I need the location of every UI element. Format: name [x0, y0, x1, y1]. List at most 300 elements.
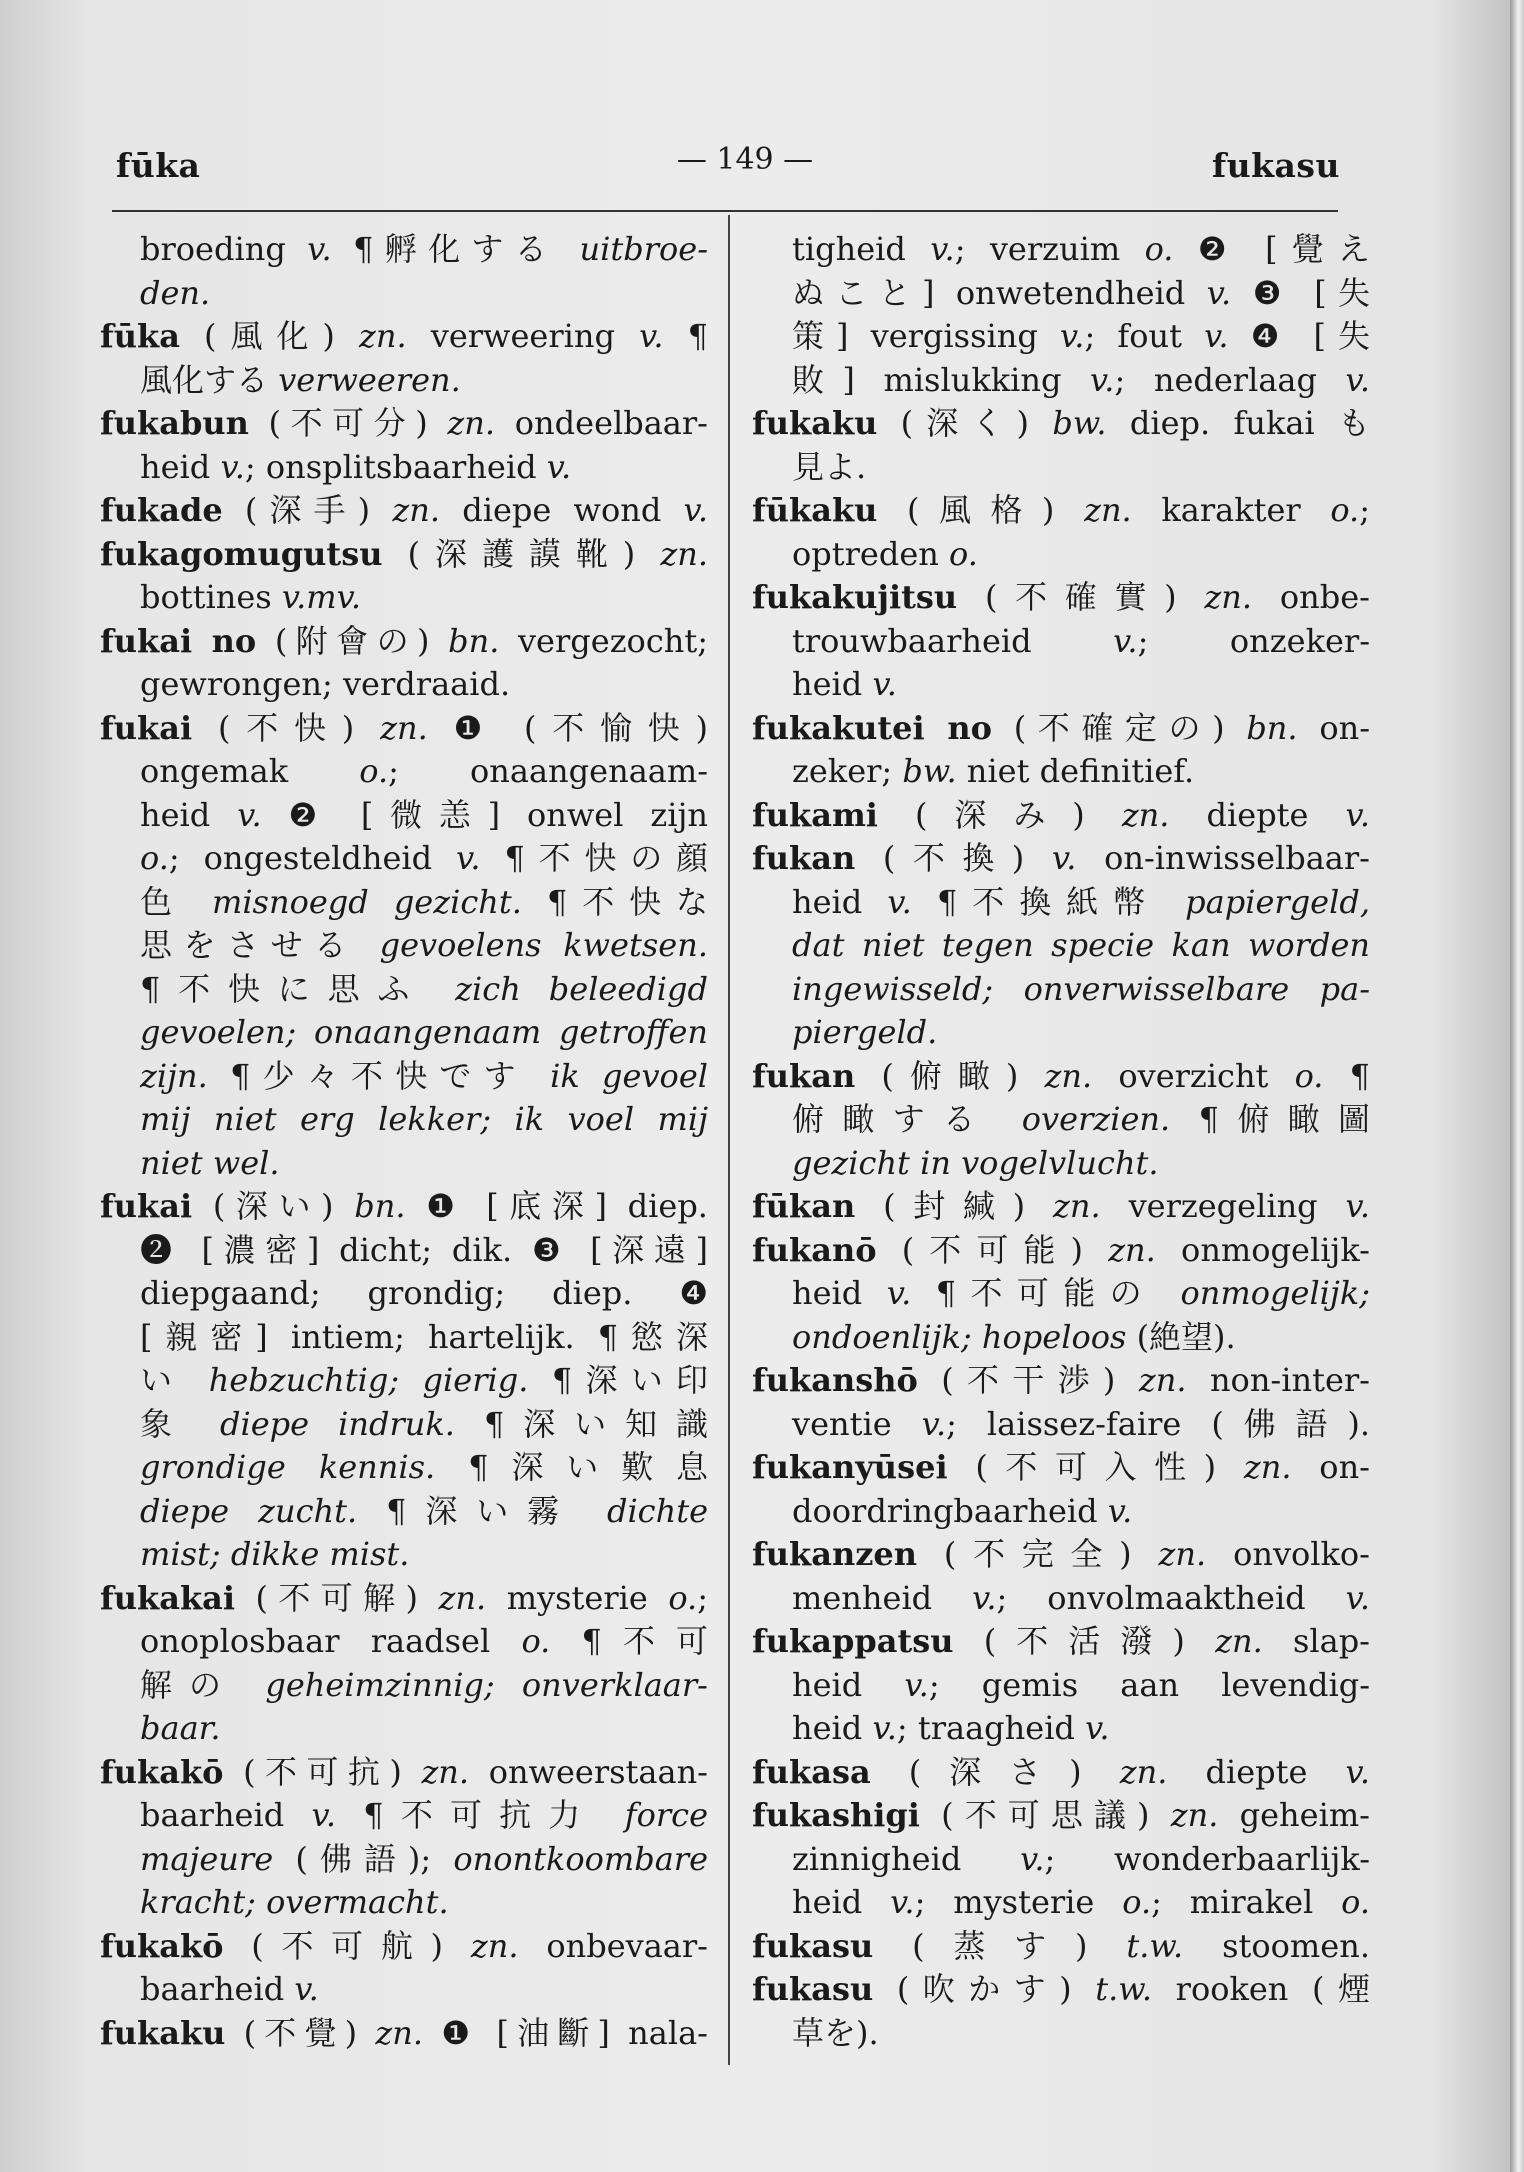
italic-text: zn.: [438, 1578, 487, 1617]
entry-line: [752, 837, 1370, 881]
headword: fukan: [752, 1056, 856, 1095]
italic-text: v.: [1345, 1578, 1370, 1617]
italic-text: v.: [1204, 317, 1229, 355]
italic-text: v.: [639, 317, 664, 355]
italic-text: dichte: [606, 1491, 708, 1530]
entry-text: onbe-: [1252, 578, 1370, 616]
left-column: [100, 228, 708, 2055]
italic-text: o.: [521, 1622, 551, 1660]
entry-line: [100, 1229, 708, 1273]
italic-text: o.: [949, 534, 978, 573]
entry-line: [100, 1272, 708, 1316]
entry-text: ¶: [1323, 1056, 1370, 1095]
italic-text: zn.: [1053, 1187, 1101, 1225]
entry-line: [100, 315, 708, 359]
entry-text: (深く): [877, 404, 1053, 442]
entry-text: (俯瞰): [855, 1056, 1045, 1095]
entry-text: on-: [1291, 1448, 1370, 1486]
entry-text: ❷ [濃密] dicht; dik. ❸ [深遠]: [140, 1230, 708, 1269]
entry-text: onoplosbaar raadsel: [140, 1622, 522, 1660]
italic-text: v.: [456, 839, 481, 877]
entry-text: broeding: [140, 230, 308, 268]
entry-line: [100, 1751, 708, 1795]
italic-text: zn.: [375, 2013, 424, 2052]
headword: fukasa: [752, 1752, 871, 1791]
entry-text: (不可分): [248, 404, 448, 442]
entry-line: [752, 2012, 1370, 2056]
entry-text: ¶不可: [550, 1622, 708, 1660]
italic-text: v.: [1085, 1709, 1110, 1747]
italic-text: zn.: [470, 1926, 519, 1965]
entry-line: [100, 707, 708, 751]
entry-text: ; onsplitsbaarheid: [244, 447, 547, 486]
page-header: [110, 140, 1340, 200]
entry-text: 敗] mislukking: [792, 360, 1091, 399]
entry-line: [752, 881, 1370, 925]
entry-line: [752, 315, 1370, 359]
italic-text: gevoelens kwetsen.: [379, 926, 708, 964]
entry-line: [100, 837, 708, 881]
entry-text: (深み): [877, 795, 1122, 834]
entry-text: ❷ [微恙] onwel zijn: [261, 795, 708, 834]
entry-line: [752, 1968, 1370, 2012]
entry-text: ongemak: [140, 752, 360, 790]
italic-text: zn.: [1243, 1448, 1292, 1486]
headword: fukan: [752, 839, 856, 877]
entry-line: [752, 1664, 1370, 1708]
italic-text: onontkoombare: [453, 1839, 708, 1878]
italic-text: o.: [1144, 230, 1174, 268]
column-divider: [728, 215, 730, 2065]
italic-text: ingewisseld; onverwisselbare pa-: [792, 969, 1370, 1008]
entry-text: (不可抗): [223, 1752, 422, 1791]
italic-text: kracht; overmacht.: [140, 1883, 449, 1921]
entry-text: overzicht: [1092, 1056, 1295, 1095]
entry-text: ; wonderbaarlijk-: [1044, 1839, 1370, 1878]
entry-text: rooken (煙: [1152, 1970, 1370, 2008]
entry-text: (不確定の): [992, 708, 1247, 747]
entry-line: [752, 968, 1370, 1012]
italic-text: v.: [220, 447, 245, 486]
headword: fukakujitsu: [752, 578, 958, 616]
entry-text: bottines: [140, 578, 282, 616]
entry-line: [752, 663, 1370, 707]
entry-text: 俯瞰する: [792, 1100, 1022, 1138]
headword: fūkaku: [752, 491, 878, 529]
entry-line: [752, 707, 1370, 751]
italic-text: v.: [872, 665, 897, 703]
entry-text: ¶深い歎息: [435, 1448, 708, 1486]
entry-line: [100, 1316, 708, 1360]
entry-line: [752, 446, 1370, 490]
headword: fukanyūsei: [752, 1448, 948, 1486]
header-left-guideword: fūka: [116, 146, 201, 185]
entry-text: ; mirakel: [1151, 1883, 1342, 1921]
italic-text: zn.: [380, 708, 428, 747]
entry-text: onvolko-: [1206, 1535, 1370, 1573]
italic-text: ondoenlijk; hopeloos: [792, 1317, 1127, 1356]
entry-text: (不活潑): [953, 1622, 1216, 1660]
entry-text: ¶孵化する: [331, 230, 580, 268]
italic-text: v.: [904, 1665, 929, 1704]
italic-text: diepe zucht.: [140, 1491, 358, 1530]
entry-text: [親密] intiem; hartelijk. ¶慾深: [140, 1317, 708, 1356]
entry-text: (不確實): [957, 578, 1205, 616]
italic-text: o.: [1122, 1883, 1152, 1921]
entry-line: [752, 620, 1370, 664]
entry-line: [100, 2012, 708, 2056]
entry-line: [752, 1620, 1370, 1664]
italic-text: niet wel.: [140, 1143, 280, 1182]
entry-line: [100, 272, 708, 316]
entry-line: [100, 1185, 708, 1229]
italic-text: o.: [668, 1578, 698, 1617]
header-right-guideword: fukasu: [1211, 146, 1340, 185]
entry-line: [752, 1707, 1370, 1751]
entry-line: [100, 228, 708, 272]
entry-text: ¶深い霧: [357, 1491, 607, 1530]
entry-line: [752, 272, 1370, 316]
italic-text: majeure: [140, 1839, 274, 1878]
entry-line: [752, 1490, 1370, 1534]
entry-line: [100, 1794, 708, 1838]
italic-text: o.: [359, 752, 389, 790]
italic-text: zn.: [1138, 1361, 1187, 1399]
entry-line: [100, 1359, 708, 1403]
italic-text: bn.: [1246, 708, 1298, 747]
entry-line: [100, 1055, 708, 1099]
entry-line: [100, 1620, 708, 1664]
italic-text: v.: [872, 1709, 897, 1747]
italic-text: zich beleedigd: [455, 969, 708, 1008]
entry-line: [100, 533, 708, 577]
entry-text: (不快): [192, 708, 381, 747]
entry-line: [100, 924, 708, 968]
headword: fukaku: [100, 2013, 226, 2052]
italic-text: v.: [972, 1578, 997, 1617]
italic-text: v.: [1345, 1752, 1370, 1791]
entry-text: ; gemis aan levendig-: [928, 1665, 1370, 1704]
italic-text: t.w.: [1095, 1970, 1153, 2008]
entry-text: onweerstaan-: [469, 1752, 708, 1791]
entry-text: slap-: [1262, 1622, 1370, 1660]
entry-line: [100, 1011, 708, 1055]
italic-text: dat niet tegen specie kan worden: [792, 926, 1370, 964]
italic-text: hebzuchtig; gierig.: [208, 1361, 529, 1399]
entry-text: diep. fukai も: [1106, 404, 1370, 442]
entry-text: (吹かす): [873, 1970, 1096, 2008]
headword: fukakō: [100, 1752, 224, 1791]
entry-text: ; mysterie: [914, 1883, 1123, 1921]
italic-text: o.: [1294, 1056, 1324, 1095]
entry-line: [100, 1664, 708, 1708]
entry-line: [752, 1838, 1370, 1882]
entry-text: tigheid: [792, 230, 931, 268]
entry-line: [100, 1968, 708, 2012]
entry-text: heid: [792, 1274, 887, 1312]
headword: fukasu: [752, 1926, 874, 1965]
entry-text: (封緘): [855, 1187, 1054, 1225]
italic-text: v.: [1020, 1839, 1045, 1878]
entry-text: (不可航): [223, 1926, 471, 1965]
entry-line: [752, 1359, 1370, 1403]
entry-text: ¶不快に思ふ: [140, 969, 456, 1008]
entry-text: ¶不快の顔: [480, 839, 708, 877]
italic-text: mist; dikke mist.: [140, 1535, 410, 1573]
italic-text: v.: [311, 1796, 336, 1834]
entry-line: [752, 1403, 1370, 1447]
italic-text: o.: [1341, 1883, 1370, 1921]
entry-text: ; fout: [1084, 317, 1205, 355]
entry-text: (深護謨靴): [382, 534, 661, 573]
entry-line: [100, 1838, 708, 1882]
entry-text: on-: [1297, 708, 1370, 747]
entry-line: [100, 620, 708, 664]
headword: fukanshō: [752, 1361, 918, 1399]
italic-text: zn.: [1119, 1752, 1168, 1791]
italic-text: zn.: [447, 404, 496, 442]
entry-line: [100, 359, 708, 403]
italic-text: zn.: [358, 317, 407, 355]
headword: fukanzen: [752, 1535, 917, 1573]
headword: fukakai: [100, 1578, 235, 1617]
italic-text: v.: [1345, 795, 1370, 834]
italic-text: grondige kennis.: [140, 1448, 436, 1486]
italic-text: v.: [307, 230, 332, 268]
italic-text: v.: [1345, 1187, 1370, 1225]
headword: fukami: [752, 795, 878, 834]
entry-text: ; onzeker-: [1137, 621, 1370, 660]
italic-text: v.: [921, 1404, 947, 1443]
italic-text: papiergeld,: [1185, 882, 1370, 921]
entry-line: [100, 1446, 708, 1490]
italic-text: onmogelijk;: [1180, 1274, 1370, 1312]
headword: fukashigi: [752, 1796, 920, 1834]
entry-text: heid: [792, 1665, 905, 1704]
italic-text: v.: [1107, 1491, 1133, 1530]
headword: fukasu: [752, 1970, 874, 2008]
entry-text: ventie: [792, 1404, 922, 1443]
entry-line: [752, 1316, 1370, 1360]
entry-text: (不干渉): [917, 1361, 1139, 1399]
entry-text: ¶不快な: [521, 882, 708, 921]
entry-text: (不可思議): [919, 1796, 1171, 1834]
entry-text: diepte: [1169, 795, 1346, 834]
italic-text: bn.: [448, 621, 500, 660]
entry-text: zeker;: [792, 752, 903, 790]
entry-line: [100, 1925, 708, 1969]
entry-line: [752, 489, 1370, 533]
italic-text: zn.: [1084, 491, 1132, 529]
headword: fukakutei no: [752, 708, 992, 747]
entry-text: ¶不可抗力: [335, 1796, 625, 1834]
entry-text: ; verzuim: [954, 230, 1145, 268]
entry-text: diepgaand; grondig; diep. ❹: [140, 1274, 708, 1312]
entry-text: geheim-: [1218, 1796, 1370, 1834]
italic-text: v.: [1059, 317, 1085, 355]
italic-text: v.: [930, 230, 955, 268]
entry-text: menheid: [792, 1578, 973, 1617]
headword: fūka: [100, 317, 180, 355]
entry-line: [752, 750, 1370, 794]
entry-line: [100, 1881, 708, 1925]
headword: fukanō: [752, 1230, 877, 1269]
entry-line: [100, 576, 708, 620]
entry-text: (風化): [179, 317, 359, 355]
entry-text: onmogelijk-: [1155, 1230, 1370, 1269]
entry-text: (不完全): [917, 1535, 1159, 1573]
entry-line: [100, 1707, 708, 1751]
entry-text: onbevaar-: [518, 1926, 708, 1965]
entry-text: ; traagheid: [896, 1709, 1086, 1747]
italic-text: v.mv.: [281, 578, 362, 616]
italic-text: zn.: [660, 534, 708, 573]
italic-text: zn.: [1170, 1796, 1219, 1834]
entry-text: ❷ [覺え: [1173, 230, 1370, 268]
italic-text: uitbroe-: [579, 230, 708, 268]
italic-text: misnoegd gezicht.: [211, 882, 522, 921]
entry-text: ;: [697, 1578, 708, 1617]
entry-text: on-inwisselbaar-: [1076, 839, 1370, 877]
entry-line: [100, 794, 708, 838]
italic-text: zn.: [1044, 1056, 1093, 1095]
italic-text: v.: [1051, 839, 1077, 877]
italic-text: geheimzinnig; onverklaar-: [265, 1665, 708, 1704]
entry-line: [100, 881, 708, 925]
italic-text: gezicht in vogelvlucht.: [792, 1143, 1159, 1182]
italic-text: zn.: [421, 1752, 470, 1791]
entry-text: heid: [792, 665, 873, 703]
italic-text: verweeren.: [278, 360, 461, 399]
entry-text: ❹ [失: [1228, 317, 1370, 355]
entry-text: 象: [140, 1404, 220, 1443]
entry-text: 風化する: [140, 360, 279, 399]
entry-text: heid: [792, 1709, 873, 1747]
italic-text: zn.: [1215, 1622, 1263, 1660]
entry-text: ¶俯瞰圖: [1170, 1100, 1370, 1138]
page-edge: [1510, 0, 1524, 2172]
headword: fūkan: [752, 1187, 856, 1225]
entry-line: [100, 1490, 708, 1534]
headword: fukakō: [100, 1926, 224, 1965]
entry-text: karakter: [1131, 491, 1331, 529]
entry-text: optreden: [792, 534, 950, 573]
italic-text: piergeld.: [792, 1013, 938, 1051]
entry-text: (深い): [192, 1187, 355, 1225]
entry-line: [100, 750, 708, 794]
header-rule: [112, 210, 1338, 212]
entry-text: 解の: [140, 1665, 266, 1704]
italic-text: v.: [1090, 360, 1115, 399]
entry-text: (附會の): [256, 621, 449, 660]
entry-text: ; ongesteldheid: [168, 839, 457, 877]
italic-text: zn.: [1121, 795, 1170, 834]
entry-line: [752, 794, 1370, 838]
headword: fukagomugutsu: [100, 534, 383, 573]
entry-line: [752, 1446, 1370, 1490]
headword: fukaku: [752, 404, 878, 442]
entry-line: [100, 489, 708, 533]
entry-line: [100, 1403, 708, 1447]
entry-text: ❶ (不愉快): [427, 708, 708, 747]
italic-text: zn.: [1108, 1230, 1156, 1269]
entry-text: heid: [140, 795, 238, 834]
italic-text: bw.: [1052, 404, 1107, 442]
entry-line: [752, 228, 1370, 272]
entry-text: (深手): [222, 491, 393, 529]
entry-text: (深さ): [870, 1752, 1120, 1791]
italic-text: v.: [887, 882, 912, 921]
entry-text: doordringbaarheid: [792, 1491, 1108, 1530]
entry-line: [100, 446, 708, 490]
italic-text: zijn.: [140, 1056, 208, 1095]
entry-text: ¶深い印: [528, 1361, 708, 1399]
entry-text: verweering: [406, 317, 640, 355]
entry-text: baarheid: [140, 1970, 295, 2008]
entry-text: heid: [140, 447, 221, 486]
italic-text: v.: [1345, 360, 1370, 399]
italic-text: gevoelen; onaangenaam getroffen: [140, 1013, 708, 1051]
italic-text: zn.: [1204, 578, 1253, 616]
headword: fukappatsu: [752, 1622, 954, 1660]
italic-text: zn.: [392, 491, 440, 529]
headword: fukai: [100, 708, 193, 747]
entry-line: [752, 1185, 1370, 1229]
entry-line: [752, 533, 1370, 577]
entry-text: mysterie: [486, 1578, 669, 1617]
right-column: [752, 228, 1370, 2055]
italic-text: o.: [140, 839, 169, 877]
italic-text: baar.: [140, 1709, 221, 1747]
italic-text: zn.: [1158, 1535, 1207, 1573]
entry-text: ❸ [失: [1231, 273, 1370, 312]
entry-line: [752, 1751, 1370, 1795]
entry-line: [752, 1881, 1370, 1925]
entry-line: [100, 1533, 708, 1577]
entry-line: [752, 1577, 1370, 1621]
entry-line: [752, 1011, 1370, 1055]
italic-text: v.: [546, 447, 572, 486]
italic-text: v.: [294, 1970, 319, 2008]
entry-line: [752, 1098, 1370, 1142]
entry-text: ; nederlaag: [1114, 360, 1346, 399]
headword: fukade: [100, 491, 223, 529]
entry-line: [752, 1142, 1370, 1186]
headword: fukai: [100, 1187, 193, 1225]
italic-text: ik gevoel: [550, 1056, 708, 1095]
entry-text: stoomen.: [1183, 1926, 1370, 1965]
italic-text: t.w.: [1126, 1926, 1184, 1965]
entry-line: [752, 924, 1370, 968]
entry-text: い: [140, 1361, 209, 1399]
italic-text: v.: [683, 491, 708, 529]
entry-line: [100, 402, 708, 446]
entry-text: baarheid: [140, 1796, 312, 1834]
entry-text: ¶不換紙幣: [911, 882, 1186, 921]
entry-text: 草を).: [792, 2013, 879, 2052]
entry-text: (不可入性): [947, 1448, 1244, 1486]
italic-text: v.: [1113, 621, 1138, 660]
entry-text: ; laissez-faire (佛語).: [946, 1404, 1370, 1443]
entry-text: ❶ [底深] diep.: [405, 1187, 708, 1225]
entry-line: [100, 968, 708, 1012]
italic-text: diepe indruk.: [219, 1404, 455, 1443]
entry-text: (不可能): [876, 1230, 1109, 1269]
entry-text: (風格): [877, 491, 1085, 529]
entry-text: ¶深い知識: [454, 1404, 708, 1443]
italic-text: bn.: [354, 1187, 406, 1225]
entry-text: niet definitief.: [956, 752, 1195, 790]
